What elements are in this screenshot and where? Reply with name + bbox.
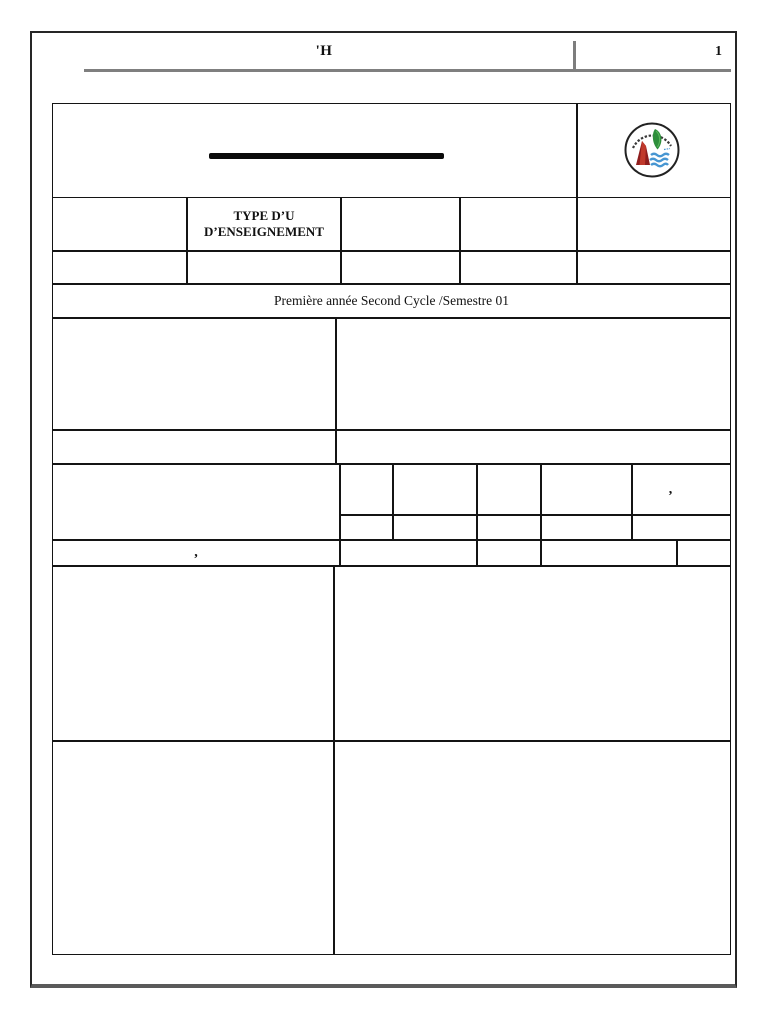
comma-cell bbox=[632, 464, 731, 515]
logo-cell bbox=[577, 103, 731, 198]
table-cell bbox=[340, 540, 477, 566]
table-cell bbox=[340, 515, 393, 540]
table-cell bbox=[336, 318, 731, 430]
table-cell bbox=[541, 540, 677, 566]
table-cell bbox=[541, 515, 632, 540]
semester-row-cell bbox=[52, 284, 731, 318]
type-header-cell bbox=[187, 197, 341, 251]
page-number: 1 bbox=[715, 44, 722, 59]
table-cell bbox=[52, 251, 187, 284]
logo-ring bbox=[626, 124, 679, 177]
table-cell bbox=[677, 540, 731, 566]
table-cell bbox=[393, 464, 477, 515]
table-cell bbox=[577, 197, 731, 251]
table-cell bbox=[477, 464, 541, 515]
table-cell bbox=[577, 251, 731, 284]
table-cell bbox=[52, 197, 187, 251]
semester-label: Première année Second Cycle /Semestre 01 bbox=[273, 293, 510, 308]
table-cell bbox=[460, 197, 577, 251]
table-cell bbox=[52, 318, 336, 430]
table-cell bbox=[334, 741, 731, 955]
comma-mark: , bbox=[194, 545, 198, 560]
redacted-title-bar bbox=[209, 153, 444, 159]
table-cell bbox=[477, 515, 541, 540]
table-cell bbox=[393, 515, 477, 540]
table-cell bbox=[52, 741, 334, 955]
table-cell bbox=[632, 515, 731, 540]
table-cell bbox=[541, 464, 632, 515]
table-cell bbox=[52, 566, 334, 741]
table-cell bbox=[334, 566, 731, 741]
table-cell bbox=[341, 197, 460, 251]
table-cell bbox=[341, 251, 460, 284]
comma-mark: , bbox=[668, 481, 673, 497]
title-bar-cell bbox=[52, 103, 577, 198]
table-cell bbox=[460, 251, 577, 284]
table-cell bbox=[477, 540, 541, 566]
type-header-line2: D’ENSEIGNEMENT bbox=[204, 224, 324, 239]
table-cell bbox=[336, 430, 731, 464]
comma-cell bbox=[52, 540, 340, 566]
table-cell bbox=[52, 464, 340, 540]
table-cell bbox=[340, 464, 393, 515]
university-logo bbox=[623, 121, 681, 179]
table-cell bbox=[52, 430, 336, 464]
university-logo-icon bbox=[623, 121, 681, 179]
table-cell bbox=[187, 251, 341, 284]
header-title: 'H bbox=[315, 43, 333, 59]
type-header-line1: TYPE D’U bbox=[233, 208, 295, 223]
